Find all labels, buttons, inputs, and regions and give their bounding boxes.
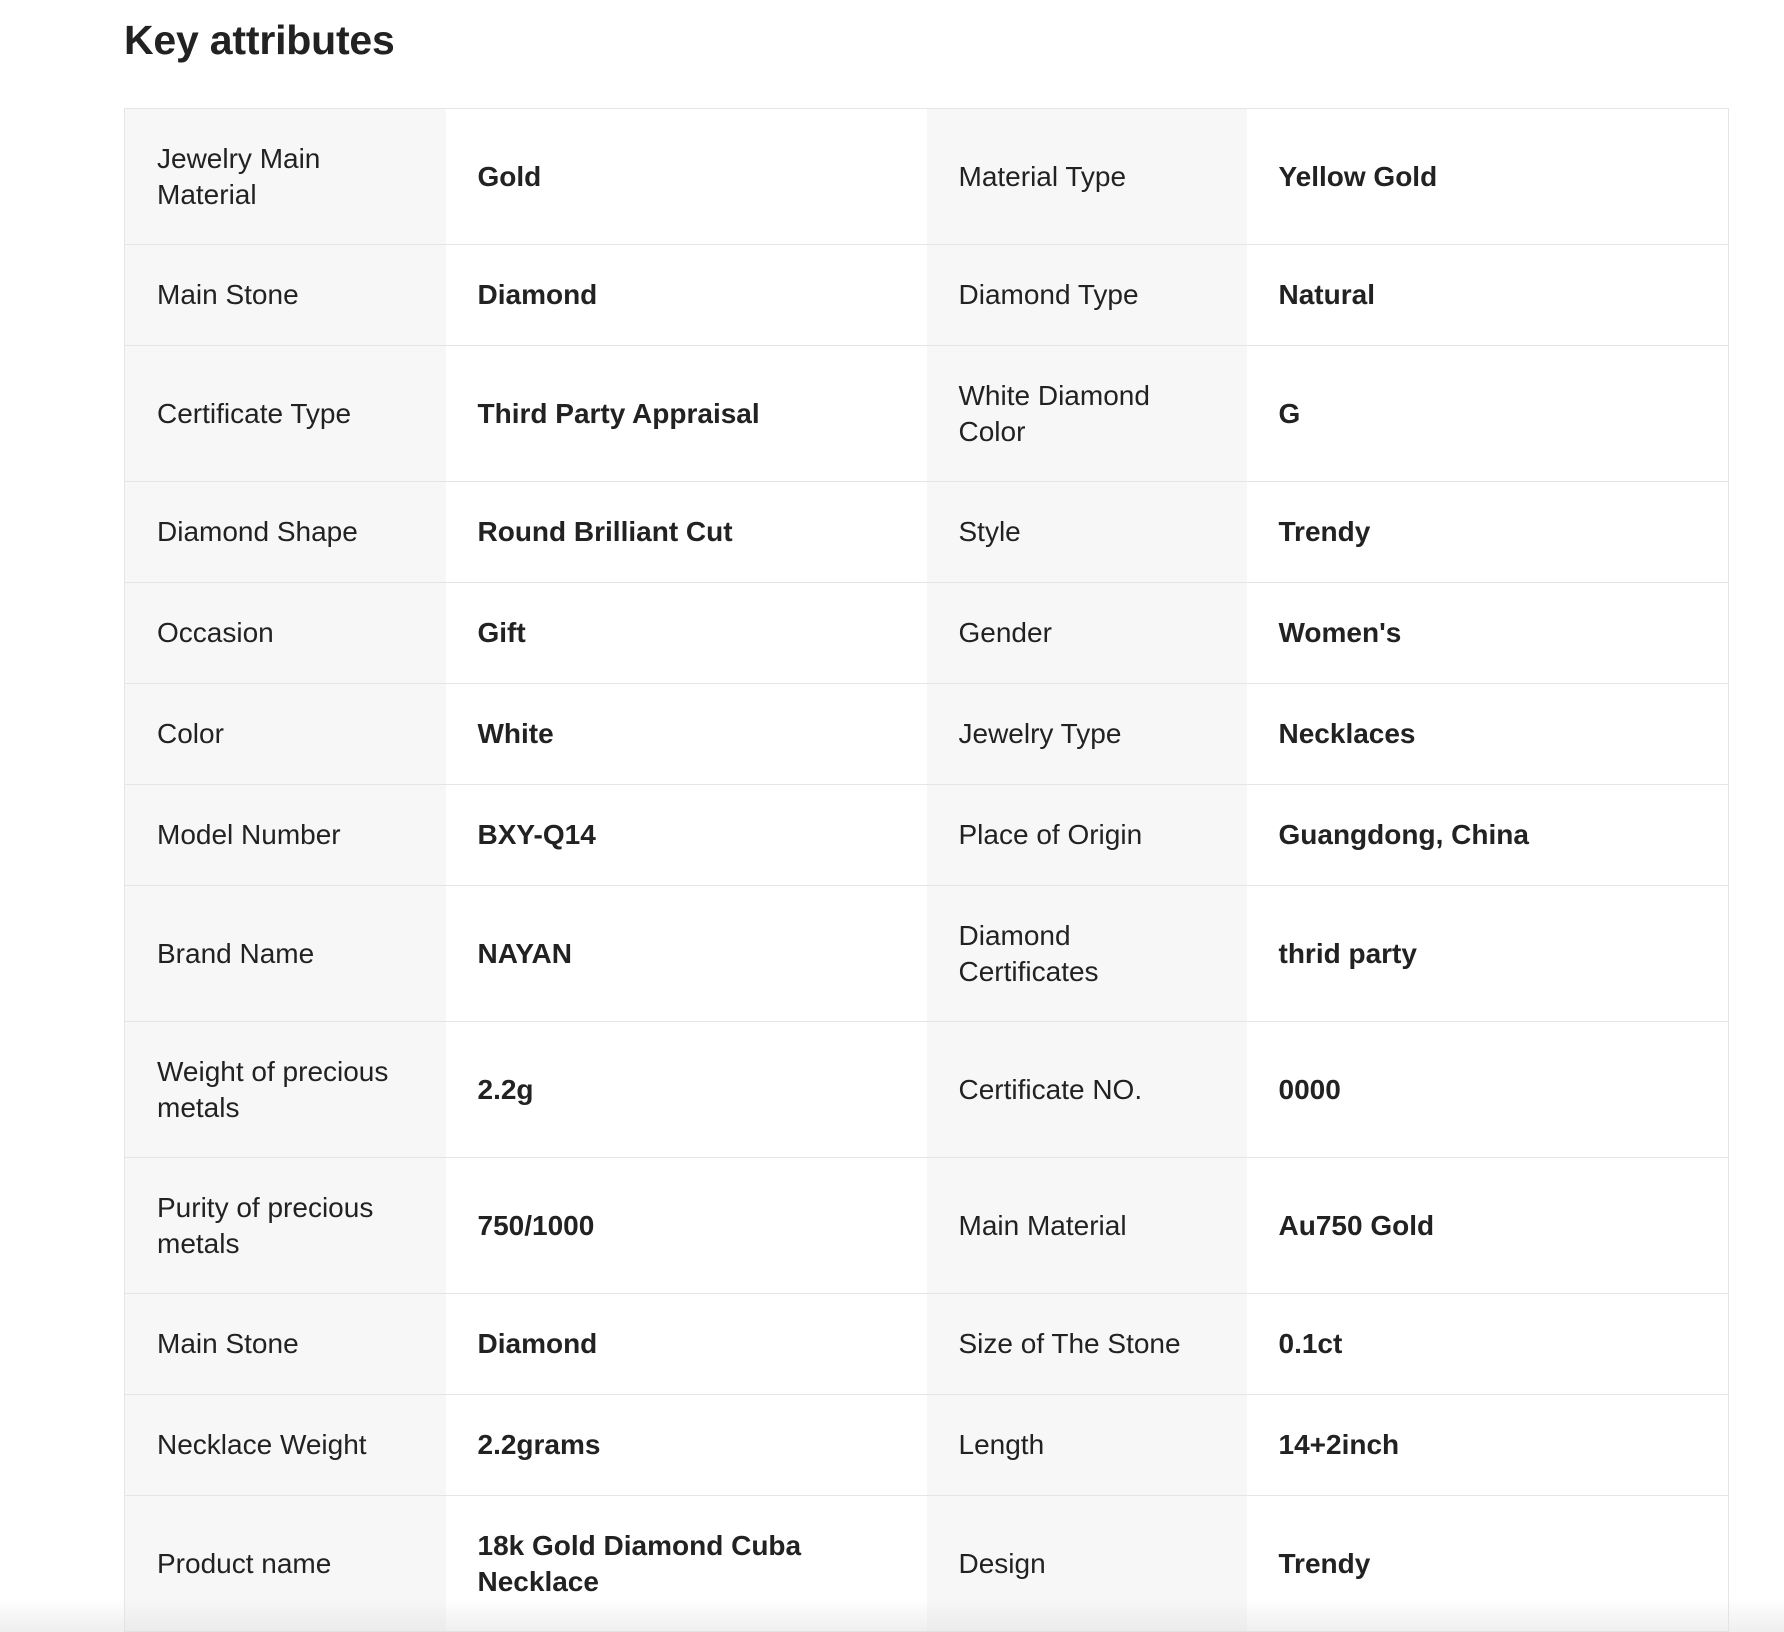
- attribute-value: Round Brilliant Cut: [446, 482, 927, 583]
- attribute-label: Jewelry Main Material: [125, 109, 446, 245]
- table-row: [125, 346, 1729, 482]
- attribute-label: Material Type: [927, 109, 1247, 245]
- attribute-label: Model Number: [125, 785, 446, 886]
- table-row: [125, 482, 1729, 583]
- attribute-value: 18k Gold Diamond Cuba Necklace: [446, 1496, 927, 1632]
- attributes-table: [124, 108, 1729, 1632]
- table-row: [125, 1158, 1729, 1294]
- table-row: [125, 886, 1729, 1022]
- attribute-label: Length: [927, 1395, 1247, 1496]
- attribute-value: Third Party Appraisal: [446, 346, 927, 482]
- attribute-label: Gender: [927, 583, 1247, 684]
- attribute-value: 14+2inch: [1247, 1395, 1729, 1496]
- attribute-value: Necklaces: [1247, 684, 1729, 785]
- attribute-value: Au750 Gold: [1247, 1158, 1729, 1294]
- attribute-label: Color: [125, 684, 446, 785]
- attribute-value: 750/1000: [446, 1158, 927, 1294]
- attribute-label: Diamond Certificates: [927, 886, 1247, 1022]
- attribute-value: 2.2grams: [446, 1395, 927, 1496]
- attribute-label: Occasion: [125, 583, 446, 684]
- attribute-label: Main Material: [927, 1158, 1247, 1294]
- table-row: [125, 684, 1729, 785]
- table-row: [125, 245, 1729, 346]
- attribute-value: Natural: [1247, 245, 1729, 346]
- attribute-value: Gold: [446, 109, 927, 245]
- attribute-label: Brand Name: [125, 886, 446, 1022]
- attribute-label: Size of The Stone: [927, 1294, 1247, 1395]
- table-row: [125, 1022, 1729, 1158]
- attribute-value: Diamond: [446, 245, 927, 346]
- attribute-value: Yellow Gold: [1247, 109, 1729, 245]
- attribute-value: G: [1247, 346, 1729, 482]
- attribute-label: Necklace Weight: [125, 1395, 446, 1496]
- attribute-value: NAYAN: [446, 886, 927, 1022]
- attribute-value: Diamond: [446, 1294, 927, 1395]
- attribute-label: Purity of precious metals: [125, 1158, 446, 1294]
- attribute-value: Gift: [446, 583, 927, 684]
- table-row: [125, 109, 1729, 245]
- attribute-label: Jewelry Type: [927, 684, 1247, 785]
- table-row: [125, 1294, 1729, 1395]
- table-row: [125, 1395, 1729, 1496]
- attribute-label: Diamond Type: [927, 245, 1247, 346]
- attribute-label: Weight of precious metals: [125, 1022, 446, 1158]
- attribute-label: Certificate NO.: [927, 1022, 1247, 1158]
- attribute-value: thrid party: [1247, 886, 1729, 1022]
- table-row: [125, 1496, 1729, 1632]
- table-row: [125, 785, 1729, 886]
- attribute-label: Style: [927, 482, 1247, 583]
- attribute-label: White Diamond Color: [927, 346, 1247, 482]
- attribute-value: 0000: [1247, 1022, 1729, 1158]
- attribute-value: Guangdong, China: [1247, 785, 1729, 886]
- attribute-label: Certificate Type: [125, 346, 446, 482]
- table-row: [125, 583, 1729, 684]
- section-title: Key attributes: [124, 17, 395, 63]
- attribute-label: Product name: [125, 1496, 446, 1632]
- attribute-value: 2.2g: [446, 1022, 927, 1158]
- attribute-label: Main Stone: [125, 1294, 446, 1395]
- attribute-label: Main Stone: [125, 245, 446, 346]
- attribute-label: Design: [927, 1496, 1247, 1632]
- attribute-value: 0.1ct: [1247, 1294, 1729, 1395]
- attribute-value: Women's: [1247, 583, 1729, 684]
- attribute-label: Diamond Shape: [125, 482, 446, 583]
- attribute-value: White: [446, 684, 927, 785]
- attribute-value: BXY-Q14: [446, 785, 927, 886]
- attribute-value: Trendy: [1247, 482, 1729, 583]
- attribute-value: Trendy: [1247, 1496, 1729, 1632]
- attribute-label: Place of Origin: [927, 785, 1247, 886]
